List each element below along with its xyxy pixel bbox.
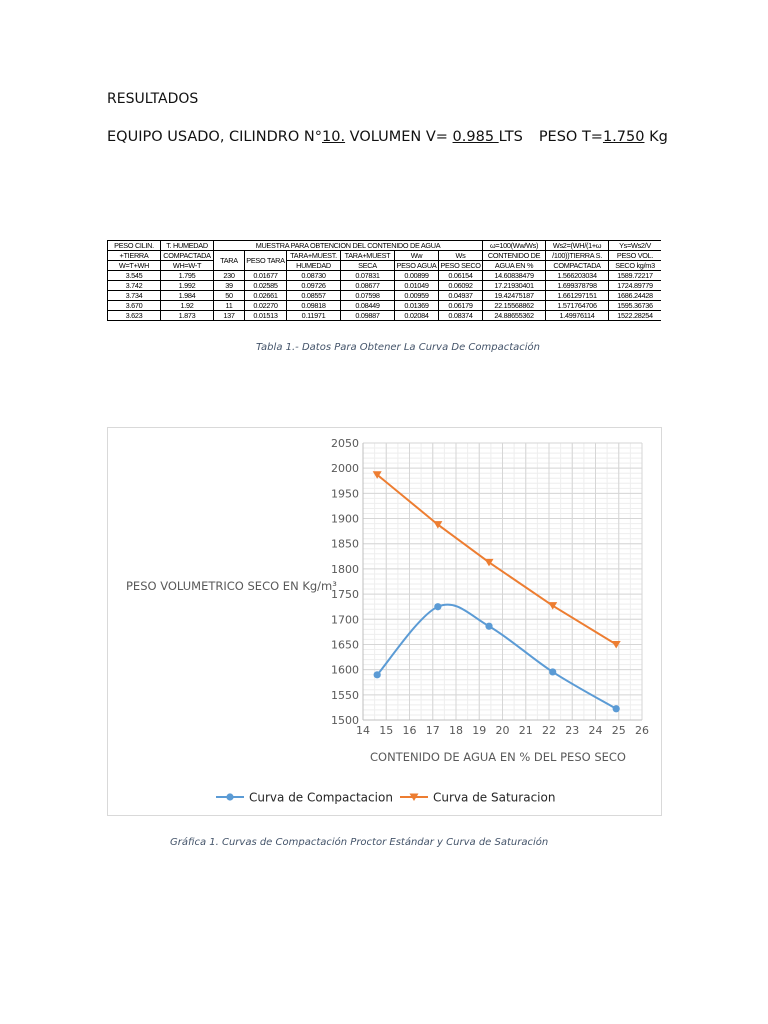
table-cell: 1.699378798 bbox=[546, 281, 609, 291]
x-tick-label: 18 bbox=[449, 724, 463, 737]
y-tick-label: 1850 bbox=[331, 537, 359, 551]
results-table-wrapper bbox=[107, 240, 661, 336]
y-tick-label: 1900 bbox=[331, 512, 359, 526]
table-cell: 0.09887 bbox=[341, 311, 395, 321]
table-cell: 1.566203034 bbox=[546, 271, 609, 281]
table-cell: 1.661297151 bbox=[546, 291, 609, 301]
table-cell: 1.49976114 bbox=[546, 311, 609, 321]
header-cell: W=T+WH bbox=[108, 261, 161, 271]
table-cell: 3.545 bbox=[108, 271, 161, 281]
header-cell: Ws bbox=[439, 251, 483, 261]
table-cell: 1686.24428 bbox=[609, 291, 661, 301]
cylinder-number: 10. bbox=[322, 129, 346, 145]
table-cell: 0.07598 bbox=[341, 291, 395, 301]
table-caption: Tabla 1.- Datos Para Obtener La Curva De Compactación bbox=[256, 342, 541, 353]
x-tick-label: 24 bbox=[588, 724, 603, 737]
table-cell: 0.06179 bbox=[439, 301, 483, 311]
data-point bbox=[374, 671, 381, 678]
table-cell: 0.08557 bbox=[287, 291, 341, 301]
data-point bbox=[613, 705, 620, 712]
table-cell: 0.06154 bbox=[439, 271, 483, 281]
equipment-line bbox=[107, 129, 668, 145]
table-cell: 230 bbox=[214, 271, 245, 281]
y-tick-label: 2050 bbox=[331, 437, 359, 450]
table-cell: 1.92 bbox=[161, 301, 214, 311]
table-cell: 1724.89779 bbox=[609, 281, 661, 291]
table-cell: 0.00959 bbox=[395, 291, 439, 301]
header-cell: PESO AGUA bbox=[395, 261, 439, 271]
weight-unit: Kg bbox=[644, 129, 668, 145]
table-row bbox=[108, 301, 662, 311]
table-cell: 1.992 bbox=[161, 281, 214, 291]
table-cell: 0.02661 bbox=[245, 291, 287, 301]
table-header-row-3 bbox=[108, 261, 662, 271]
x-tick-label: 14 bbox=[356, 724, 370, 737]
data-point bbox=[549, 668, 556, 675]
table-cell: 1589.72217 bbox=[609, 271, 661, 281]
volume-label: VOLUMEN V= bbox=[345, 129, 453, 145]
table-cell: 1522.28254 bbox=[609, 311, 661, 321]
legend-marker bbox=[226, 793, 233, 800]
weight-label: PESO T= bbox=[538, 129, 603, 145]
legend-label: Curva de Saturacion bbox=[433, 790, 556, 805]
header-cell: COMPACTADA bbox=[546, 261, 609, 271]
table-cell: 11 bbox=[214, 301, 245, 311]
compaction-chart bbox=[108, 428, 661, 815]
x-tick-label: 26 bbox=[635, 724, 649, 737]
table-header-row-2 bbox=[108, 251, 662, 261]
header-cell: PESO TARA bbox=[245, 251, 287, 271]
header-cell: TARA bbox=[214, 251, 245, 271]
x-tick-label: 16 bbox=[402, 724, 417, 737]
table-cell: 0.08730 bbox=[287, 271, 341, 281]
table-cell: 1.571764706 bbox=[546, 301, 609, 311]
table-cell: 3.742 bbox=[108, 281, 161, 291]
header-cell: Ww bbox=[395, 251, 439, 261]
y-tick-label: 1750 bbox=[331, 588, 359, 602]
table-row bbox=[108, 311, 662, 321]
y-tick-label: 1800 bbox=[331, 562, 359, 576]
x-tick-label: 25 bbox=[611, 724, 626, 737]
chart-container bbox=[107, 427, 662, 816]
section-heading: RESULTADOS bbox=[107, 91, 199, 107]
header-cell: TARA+MUEST bbox=[341, 251, 395, 261]
volume-value: 0.985 bbox=[452, 129, 499, 145]
y-tick-label: 1500 bbox=[331, 714, 359, 727]
table-header-row-1 bbox=[108, 241, 662, 251]
x-tick-label: 15 bbox=[379, 724, 394, 737]
table-cell: 17.21930401 bbox=[483, 281, 546, 291]
x-tick-label: 21 bbox=[518, 724, 533, 737]
table-cell: 0.01677 bbox=[245, 271, 287, 281]
table-cell: 0.09818 bbox=[287, 301, 341, 311]
table-cell: 0.01513 bbox=[245, 311, 287, 321]
header-cell: Ys=Ws2/V bbox=[609, 241, 661, 251]
header-cell: CONTENIDO DE bbox=[483, 251, 546, 261]
x-tick-label: 20 bbox=[495, 724, 510, 737]
table-cell: 1.984 bbox=[161, 291, 214, 301]
x-axis-label: CONTENIDO DE AGUA EN % DEL PESO SECO bbox=[370, 750, 626, 764]
equipment-prefix: EQUIPO USADO, CILINDRO N° bbox=[107, 129, 322, 145]
y-tick-label: 1550 bbox=[331, 688, 359, 702]
table-cell: 137 bbox=[214, 311, 245, 321]
chart-axes bbox=[331, 437, 649, 737]
x-tick-label: 23 bbox=[565, 724, 580, 737]
table-cell: 3.734 bbox=[108, 291, 161, 301]
volume-unit: LTS bbox=[498, 129, 523, 145]
chart-legend bbox=[216, 791, 555, 805]
table-cell: 24.88655362 bbox=[483, 311, 546, 321]
y-tick-label: 2000 bbox=[331, 462, 359, 476]
header-cell: HUMEDAD bbox=[287, 261, 341, 271]
table-cell: 3.623 bbox=[108, 311, 161, 321]
table-cell: 0.04937 bbox=[439, 291, 483, 301]
table-cell: 3.670 bbox=[108, 301, 161, 311]
table-cell: 1.873 bbox=[161, 311, 214, 321]
table-cell: 22.15568862 bbox=[483, 301, 546, 311]
table-cell: 50 bbox=[214, 291, 245, 301]
table-cell: 39 bbox=[214, 281, 245, 291]
x-tick-label: 17 bbox=[425, 724, 440, 737]
table-cell: 19.42475187 bbox=[483, 291, 546, 301]
table-row bbox=[108, 291, 662, 301]
header-cell: AGUA EN % bbox=[483, 261, 546, 271]
table-cell: 0.09726 bbox=[287, 281, 341, 291]
table-cell: 0.11971 bbox=[287, 311, 341, 321]
x-tick-label: 22 bbox=[542, 724, 556, 737]
header-cell: Ws2=(WH/(1+ω bbox=[546, 241, 609, 251]
table-cell: 0.00899 bbox=[395, 271, 439, 281]
table-row bbox=[108, 281, 662, 291]
results-table bbox=[107, 240, 661, 321]
table-cell: 0.06092 bbox=[439, 281, 483, 291]
table-cell: 0.08449 bbox=[341, 301, 395, 311]
table-row bbox=[108, 271, 662, 281]
y-tick-label: 1950 bbox=[331, 487, 359, 501]
table-cell: 1595.36736 bbox=[609, 301, 661, 311]
table-cell: 0.01049 bbox=[395, 281, 439, 291]
chart-grid bbox=[363, 443, 642, 720]
table-cell: 0.07831 bbox=[341, 271, 395, 281]
table-cell: 14.60838479 bbox=[483, 271, 546, 281]
header-cell: PESO SECO bbox=[440, 261, 481, 270]
x-tick-label: 19 bbox=[472, 724, 487, 737]
table-cell: 0.01369 bbox=[395, 301, 439, 311]
header-cell: SECA bbox=[341, 261, 395, 271]
y-axis-label: PESO VOLUMETRICO SECO EN Kg/m³ bbox=[126, 579, 337, 593]
series-line bbox=[377, 605, 616, 709]
header-cell: PESO CILIN. bbox=[108, 241, 161, 251]
y-tick-label: 1650 bbox=[331, 638, 359, 652]
y-tick-label: 1700 bbox=[331, 613, 359, 627]
table-cell: 0.02585 bbox=[245, 281, 287, 291]
chart-caption: Gráfica 1. Curvas de Compactación Proctor Estándar y Curva de Saturación bbox=[170, 837, 549, 848]
header-cell: TARA+MUEST. bbox=[287, 251, 341, 261]
y-tick-label: 1600 bbox=[331, 663, 359, 677]
table-cell: 0.02084 bbox=[395, 311, 439, 321]
header-cell: T. HUMEDAD bbox=[161, 241, 214, 251]
legend-label: Curva de Compactacion bbox=[249, 790, 393, 805]
header-cell: /100))TIERRA S. bbox=[546, 251, 609, 261]
table-cell: 0.08677 bbox=[341, 281, 395, 291]
header-cell: ω=100(Ww/Ws) bbox=[483, 241, 546, 251]
data-point bbox=[485, 623, 492, 630]
table-cell: 0.08374 bbox=[439, 311, 483, 321]
header-cell: PESO VOL. bbox=[609, 251, 661, 261]
weight-value: 1.750 bbox=[602, 129, 645, 145]
header-cell: WH=W-T bbox=[161, 261, 214, 271]
data-point bbox=[434, 603, 441, 610]
table-cell: 1.795 bbox=[161, 271, 214, 281]
table-cell: 0.02270 bbox=[245, 301, 287, 311]
header-group-cell: MUESTRA PARA OBTENCION DEL CONTENIDO DE AGUA bbox=[214, 241, 483, 251]
header-cell: COMPACTADA bbox=[161, 251, 214, 261]
header-cell: SECO kg/m3 bbox=[609, 261, 661, 271]
header-cell: +TIERRA bbox=[108, 251, 161, 261]
